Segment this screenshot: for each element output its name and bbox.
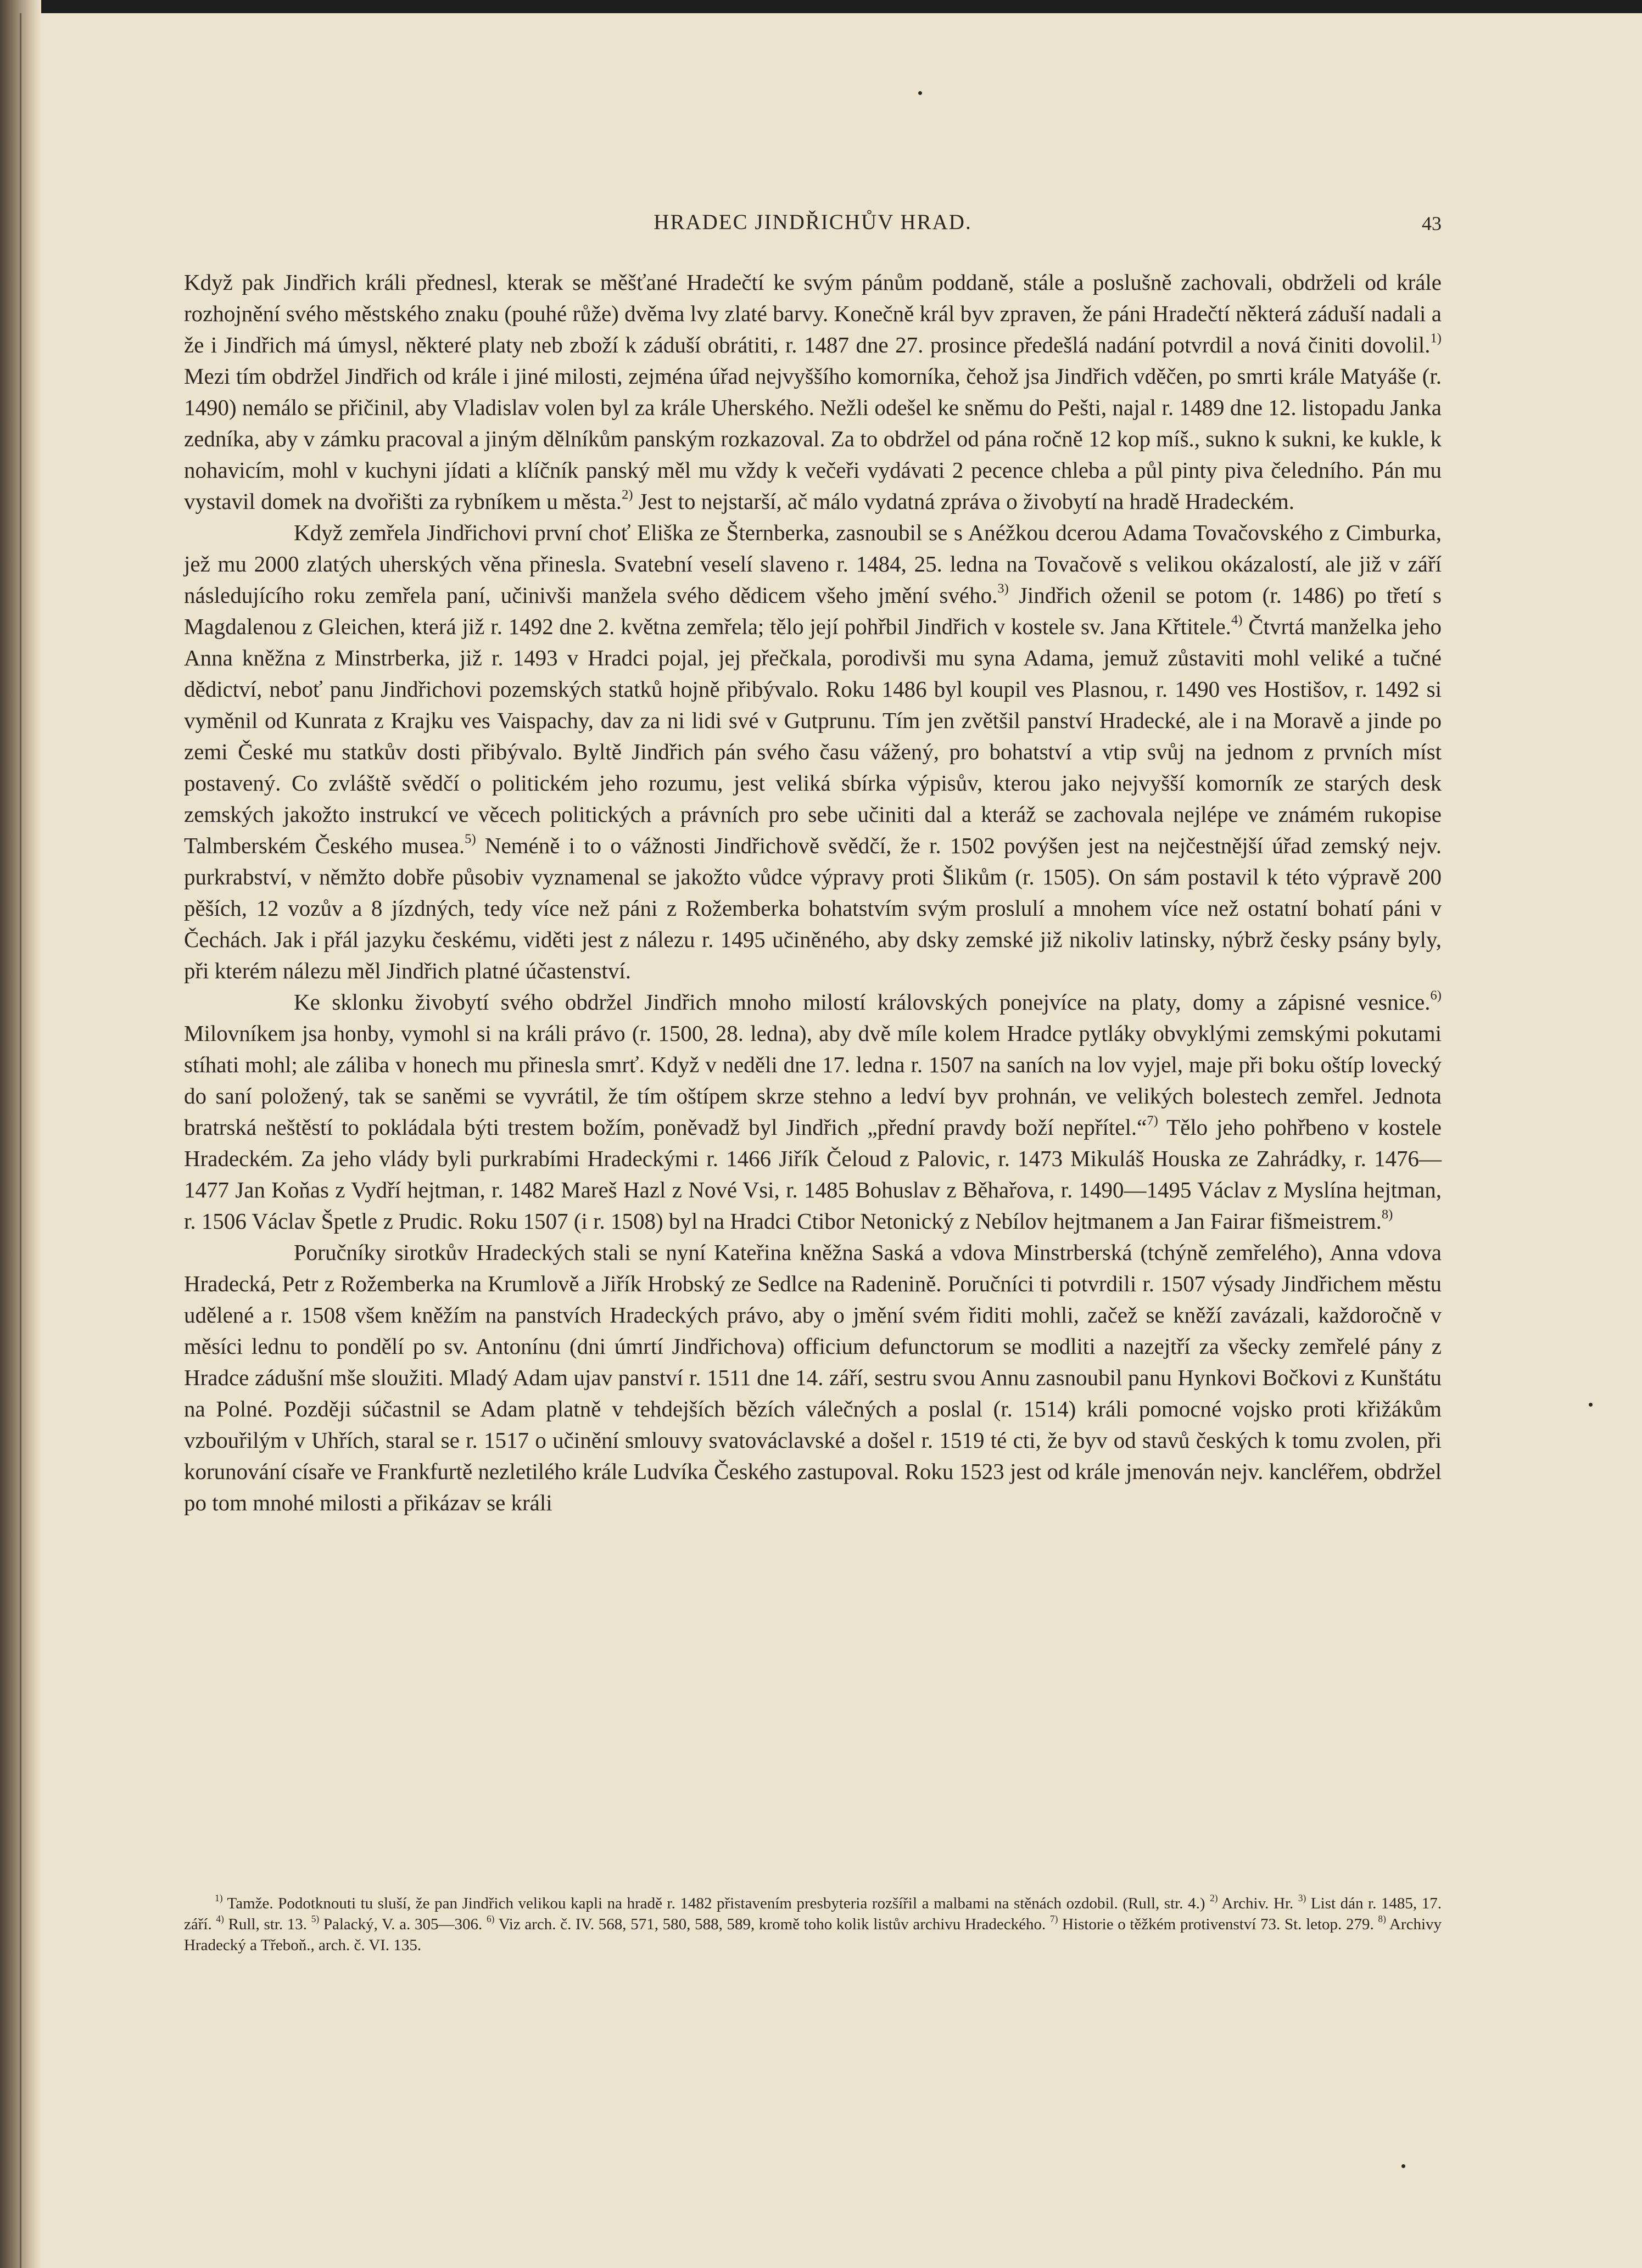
footnote-marker: 2) [1210,1892,1218,1903]
footnote-marker: 8) [1381,1207,1393,1222]
footnote-marker: 3) [1298,1892,1306,1903]
text-run: Palacký, V. a. 305—306. [319,1916,487,1933]
footnote-marker: 6) [486,1913,495,1924]
text-run: Mezi tím obdržel Jindřich od krále i jiné milosti, zejména úřad nejvyššího komorníka, čehož jsa Jindřich vděčen, po smrti krále Matyáše (r. 1490) nemálo se přičinil, aby Vladislav volen byl za krále Uherského. Nežli odešel ke sněmu do Pešti, najal r. 1489 dne 12. listopadu Janka zedníka, aby v zámku pracoval a jiným dělníkům panským rozkazoval. Za to obdržel od pána ročně 12 kop míš., sukno k sukni, ke kukle, k nohavicím, mohl v kuchyni jídati a klíčník panský měl mu vždy k večeři vydávati 2 pecence chleba a půl pinty piva čeledního. Pán mu vystavil domek na dvořišti za rybníkem u města. [184,363,1442,514]
speck [1589,1403,1593,1407]
footnote-marker: 4) [1231,612,1243,628]
text-run: Tělo jeho pohřbeno v kostele Hradeckém. Za jeho vlády byli purkrabími Hradeckými r. 1466 Jiřík Čeloud z Palovic, r. 1473 Mikuláš Houska ze Zahrádky, r. 1476—1477 Jan Koňas z Vydří hejtman, r. 1482 Mareš Hazl z Nové Vsi, r. 1485 Bohuslav z Běhařova, r. 1490—1495 Václav z Myslína hejtman, r. 1506 Václav Špetle z Prudic. Roku 1507 (i r. 1508) byl na Hradci Ctibor Netonický z Nebílov hejtmanem a Jan Fairar fišmeistrem. [184,1115,1442,1234]
text-run: Archivy Hradecký a Třeboň., arch. č. VI. 135. [184,1916,1442,1954]
footnote-marker: 8) [1378,1913,1386,1924]
text-run: Poručníky sirotkův Hradeckých stali se nyní Kateřina kněžna Saská a vdova Minstrberská (tchýně zemřelého), Anna vdova Hradecká, Petr z Rožemberka na Krumlově a Jiřík Hrobský ze Sedlce na Radenině. Poručníci ti potvrdili r. 1507 výsady Jindřichem městu udělené a r. 1508 všem kněžím na panstvích Hradeckých právo, aby o jmění svém řiditi mohli, začež se kněží zavázali, každoročně v měsíci lednu to pondělí po sv. Antonínu (dni úmrtí Jindřichova) officium defunctorum se modliti a nazejtří za všecky zemřelé pány z Hradce zádušní mše sloužiti. Mladý Adam ujav panství r. 1511 dne 14. září, sestru svou Annu zasnoubil panu Hynkovi Bočkovi z Kunštátu na Polné. Později súčastnil se Adam platně v tehdejších bězích válečných a poslal (r. 1514) králi pomocné vojsko proti křižákům vzbouřilým v Uhřích, staral se r. 1517 o učinění smlouvy svatováclavské a došel r. 1519 té cti, že byv od stavů českých k tomu zvolen, při korunování císaře ve Frankfurtě nezletilého krále Ludvíka Českého zastupoval. Roku 1523 jest od krále jmenován nejv. kancléřem, obdržel po tom mnohé milosti a přikázav se králi [184,1240,1442,1515]
paragraph [184,987,1442,1237]
paragraph [184,267,1442,517]
footnote-marker: 7) [1049,1913,1058,1924]
footnote-marker: 5) [465,831,476,847]
page-number: 43 [1422,212,1442,234]
footnote-marker: 3) [997,581,1009,596]
footnotes [184,1893,1442,1956]
text-run: List dán r. 1485, 17. září. [184,1895,1442,1933]
footnote-marker: 1) [1430,331,1442,346]
text-run: Když pak Jindřich králi přednesl, kterak se měšťané Hradečtí ke svým pánům poddaně, stále a poslušně zachovali, obdrželi od krále rozhojnění svého městského znaku (pouhé růže) dvěma lvy zlaté barvy. Konečně král byv zpraven, že páni Hradečtí některá záduší nadali a že i Jindřich má úmysl, některé platy neb zboží k záduší obrátiti, r. 1487 dne 27. prosince předešlá nadání potvrdil a nová činiti dovolil. [184,270,1442,357]
binding-line [20,13,21,2268]
speck [1401,2164,1405,2168]
footnote-marker: 6) [1430,988,1442,1003]
text-run: Tamže. Podotknouti tu sluší, že pan Jindřich velikou kapli na hradě r. 1482 přistavením presbyteria rozšířil a malbami na stěnách ozdobil. (Rull, str. 4.) [222,1895,1210,1912]
running-title: HRADEC JINDŘICHŮV HRAD. [654,210,972,234]
text-run: Archiv. Hr. [1217,1895,1298,1912]
footnote-marker: 4) [216,1913,224,1924]
text-run: Rull, str. 13. [224,1916,311,1933]
text-run: Když zemřela Jindřichovi první choť Eliška ze Šternberka, zasnoubil se s Anéžkou dcerou Adama Tovačovského z Cimburka, jež mu 2000 zlatých uherských věna přinesla. Svatební veselí slaveno r. 1484, 25. ledna na Tovačově s velikou okázalostí, ale již v září následujícího roku zemřela paní, učinivši manžela svého dědicem všeho jmění svého. [184,520,1442,608]
footnote-marker: 2) [622,487,633,502]
paragraph [184,517,1442,987]
text-run: Jindřich oženil se potom (r. 1486) po třetí s Magdalenou z Gleichen, která již r. 1492 dne 2. května zemřela; tělo její pohřbil Jindřich v kostele sv. Jana Křtitele. [184,583,1442,639]
speck [918,91,922,95]
text-run: Čtvrtá manželka jeho Anna kněžna z Minstrberka, již r. 1493 v Hradci pojal, jej přečkala, porodivši mu syna Adama, jemuž zůstaviti mohl veliké a tučné dědictví, neboť panu Jindřichovi pozemských statků hojně přibývalo. Roku 1486 byl koupil ves Plasnou, r. 1490 ves Hostišov, r. 1492 si vyměnil od Kunrata z Krajku ves Vaispachy, dav za ni lidi své v Gutprunu. Tím jen zvětšil panství Hradecké, ale i na Moravě a jinde po zemi České mu statkův dosti přibývalo. Byltě Jindřich pán svého času vážený, pro bohatství a vtip svůj na jednom z prvních míst postavený. Co zvláště svědčí o politickém jeho rozumu, jest veliká sbírka výpisův, kterou jako nejvyšší komorník ze starých desk zemských jakožto instrukcí ve věcech politických a právních pro sebe učiniti dal a kteráž se zachovala nejlépe ve známém rukopise Talmberském Českého musea. [184,614,1442,858]
text-run: Ke sklonku živobytí svého obdržel Jindřich mnoho milostí královských ponejvíce na platy, domy a zápisné vesnice. [294,989,1431,1015]
text-run: Milovníkem jsa honby, vymohl si na králi právo (r. 1500, 28. ledna), aby dvě míle kolem Hradce pytláky obvyklými zemskými pokutami stíhati mohl; ale záliba v honech mu přinesla smrť. Když v neděli dne 17. ledna r. 1507 na saních na lov vyjel, maje při boku oštíp lovecký do saní položený, tak se saněmi se vyvrátil, že tím oštípem skrze stehno a ledví byv prohnán, ve velikých bolestech zemřel. Jednota bratrská neštěstí to pokládala býti trestem božím, poněvadž byl Jindřich „přední pravdy boží nepřítel.“ [184,1021,1442,1140]
text-run: Jest to nejstarší, ač málo vydatná zpráva o živobytí na hradě Hradeckém. [633,489,1295,514]
text-run: Historie o těžkém protivenství 73. St. letop. 279. [1058,1916,1378,1933]
text-run: Neméně i to o vážnosti Jindřichově svědčí, že r. 1502 povýšen jest na nejčestnější úřad zemský nejv. purkrabství, v němžto dobře působiv vyznamenal se jakožto vůdce výpravy proti Šlikům (r. 1505). On sám postavil k této výpravě 200 pěších, 12 vozův a 8 jízdných, tedy více než páni z Rožemberka bohatstvím svým proslulí a mnohem více než ostatní bohatí páni v Čechách. Jak i přál jazyku českému, viděti jest z nálezu r. 1495 učiněného, aby dsky zemské již nikoliv latinsky, nýbrž česky psány byly, při kterém nálezu měl Jindřich platné účastenství. [184,833,1442,983]
paragraph [184,1237,1442,1519]
footnote-marker: 7) [1147,1113,1158,1128]
footnote-marker: 1) [215,1892,223,1903]
scan-top-edge [0,0,1642,13]
main-text [184,267,1442,1519]
page-header [184,210,1442,243]
text-run: Viz arch. č. IV. 568, 571, 580, 588, 589, kromě toho kolik listův archivu Hradeckého. [494,1916,1050,1933]
footnote-marker: 5) [311,1913,320,1924]
